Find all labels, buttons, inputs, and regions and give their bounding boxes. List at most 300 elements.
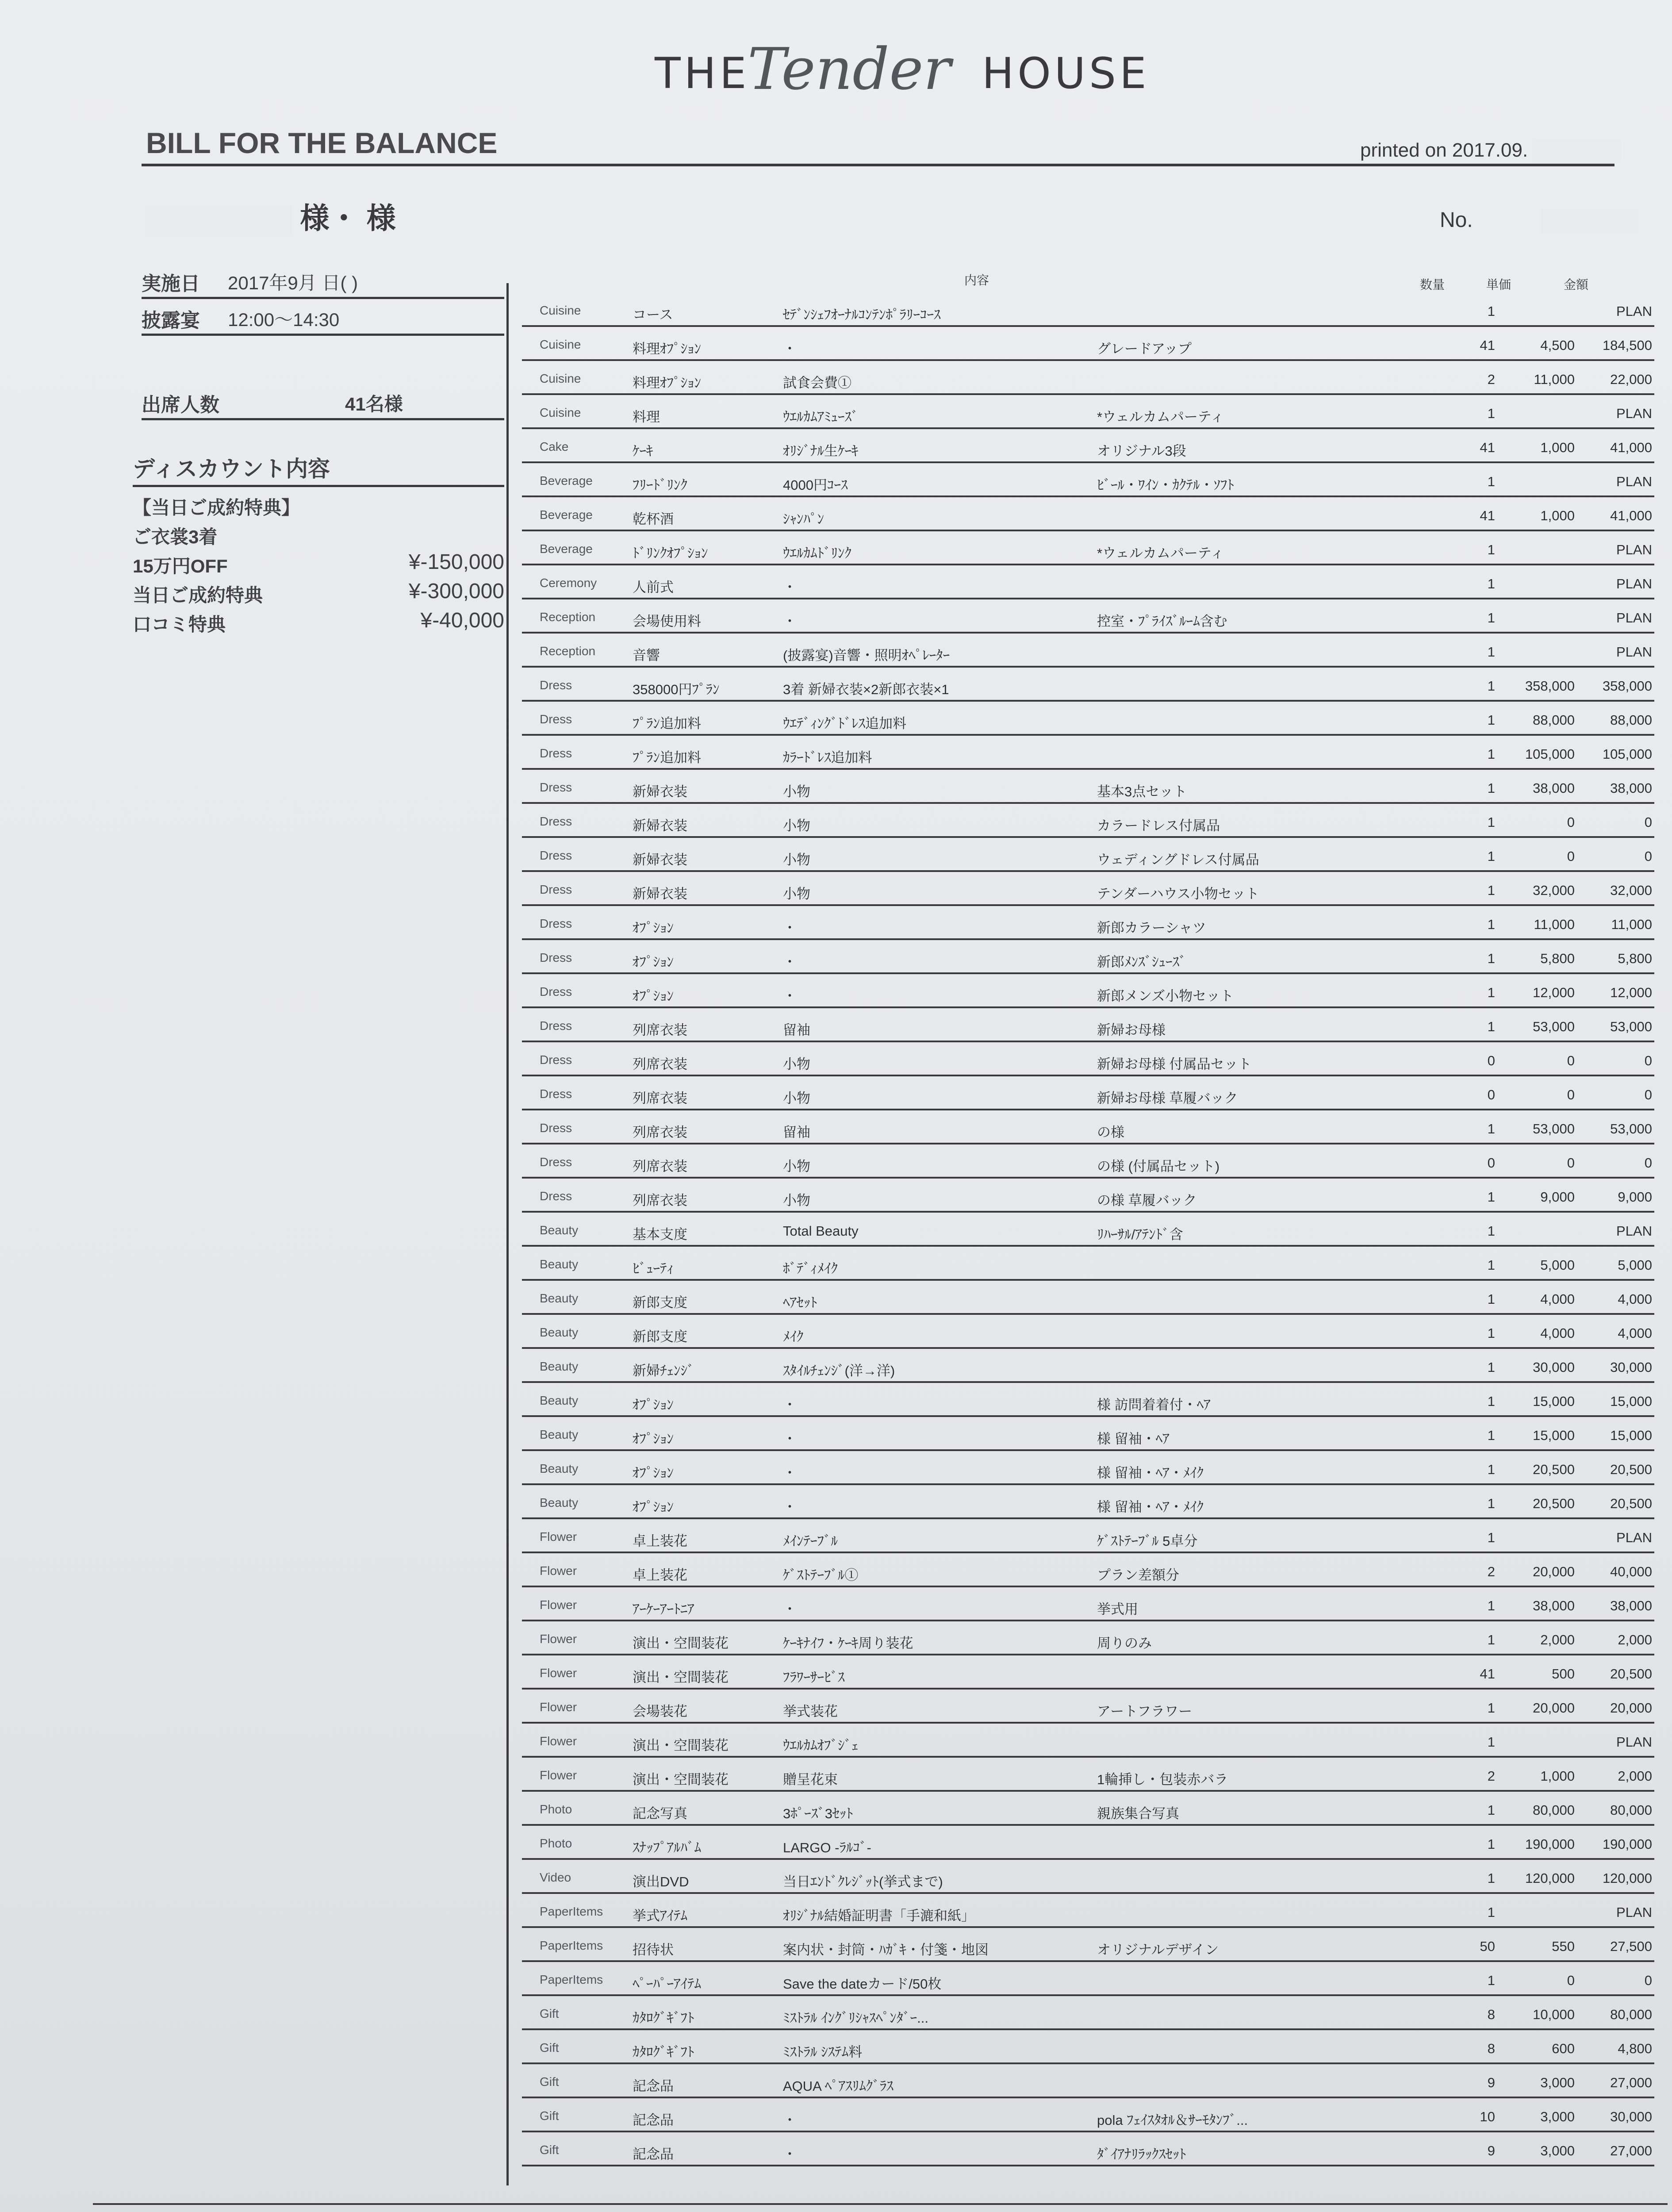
cell-amount: PLAN bbox=[1616, 576, 1652, 591]
cell-sub: ﾋﾞｭｰﾃｨ bbox=[633, 1261, 674, 1276]
cell-sub: 列席衣装 bbox=[633, 1125, 687, 1140]
cell-cat: Dress bbox=[540, 746, 572, 760]
cell-cat: Gift bbox=[540, 2075, 559, 2089]
discount-name: 【当日ご成約特典】 bbox=[133, 497, 300, 518]
cell-amount: 105,000 bbox=[1602, 746, 1652, 762]
cell-note: オリジナル3段 bbox=[1097, 443, 1186, 459]
table-row bbox=[522, 1553, 1654, 1587]
header-qty: 数量 bbox=[1420, 278, 1445, 292]
cell-amount: 20,500 bbox=[1610, 1496, 1652, 1511]
cell-item: ﾌﾗﾜｰｻｰﾋﾞｽ bbox=[783, 1670, 845, 1685]
cell-unit: 80,000 bbox=[1533, 1802, 1575, 1818]
table-row bbox=[522, 702, 1654, 736]
cell-qty: 41 bbox=[1480, 338, 1495, 353]
cell-sub: 列席衣装 bbox=[633, 1193, 687, 1208]
cell-qty: 2 bbox=[1487, 1564, 1495, 1579]
cell-unit: 4,000 bbox=[1540, 1291, 1575, 1307]
cell-sub: ｽﾅｯﾌﾟｱﾙﾊﾞﾑ bbox=[633, 1840, 701, 1855]
cell-item: Total Beauty bbox=[783, 1223, 859, 1239]
cell-item: ・ bbox=[783, 341, 797, 357]
cell-cat: Cuisine bbox=[540, 372, 581, 385]
cell-qty: 1 bbox=[1487, 474, 1495, 489]
cell-sub: 新婦衣装 bbox=[633, 852, 687, 868]
cell-cat: Flower bbox=[540, 1564, 577, 1578]
cell-amount: 15,000 bbox=[1610, 1428, 1652, 1443]
cell-unit: 15,000 bbox=[1533, 1394, 1575, 1409]
cell-unit: 20,000 bbox=[1533, 1564, 1575, 1579]
cell-qty: 1 bbox=[1487, 1428, 1495, 1443]
cell-amount: 5,000 bbox=[1618, 1257, 1652, 1273]
cell-qty: 41 bbox=[1480, 1666, 1495, 1682]
cell-sub: 新婦ﾁｪﾝｼﾞ bbox=[633, 1363, 694, 1379]
cell-sub: 乾杯酒 bbox=[633, 511, 674, 527]
cell-unit: 0 bbox=[1567, 1155, 1575, 1171]
cell-sub: 人前式 bbox=[633, 580, 674, 595]
table-row bbox=[522, 1758, 1654, 1792]
cell-unit: 38,000 bbox=[1533, 1598, 1575, 1613]
cell-item: 案内状・封筒・ﾊｶﾞｷ・付箋・地図 bbox=[783, 1942, 989, 1958]
cell-qty: 1 bbox=[1487, 1530, 1495, 1545]
cell-sub: ｶﾀﾛｸﾞｷﾞﾌﾄ bbox=[633, 2044, 694, 2060]
cell-sub: 会場使用料 bbox=[633, 614, 701, 629]
cell-amount: 120,000 bbox=[1602, 1870, 1652, 1886]
table-row bbox=[522, 565, 1654, 599]
cell-amount: 20,500 bbox=[1610, 1666, 1652, 1682]
cell-item: ・ bbox=[783, 614, 797, 629]
cell-qty: 1 bbox=[1487, 542, 1495, 557]
cell-amount: PLAN bbox=[1616, 303, 1652, 319]
table-row bbox=[522, 531, 1654, 565]
cell-qty: 1 bbox=[1487, 1802, 1495, 1818]
cell-amount: 4,800 bbox=[1618, 2041, 1652, 2056]
table-row bbox=[522, 1349, 1654, 1383]
cell-item: ｳｴﾙｶﾑｱﾐｭｰｽﾞ bbox=[783, 409, 859, 425]
cell-qty: 1 bbox=[1487, 1905, 1495, 1920]
table-row bbox=[522, 1383, 1654, 1417]
cell-amount: 2,000 bbox=[1618, 1768, 1652, 1784]
cell-unit: 53,000 bbox=[1533, 1019, 1575, 1034]
cell-cat: Gift bbox=[540, 2109, 559, 2123]
cell-note: プラン差額分 bbox=[1097, 1567, 1179, 1583]
cell-sub: ｵﾌﾟｼｮﾝ bbox=[633, 1397, 674, 1413]
cell-unit: 11,000 bbox=[1534, 917, 1575, 932]
table-row bbox=[522, 1724, 1654, 1758]
banquet-label: 披露宴 bbox=[142, 310, 200, 331]
table-row bbox=[522, 1281, 1654, 1315]
table-row bbox=[522, 1076, 1654, 1110]
cell-qty: 1 bbox=[1487, 576, 1495, 591]
redaction-box bbox=[1533, 139, 1622, 163]
cell-note: 挙式用 bbox=[1097, 1601, 1138, 1617]
table-header bbox=[522, 265, 1654, 293]
cell-cat: Dress bbox=[540, 849, 572, 862]
cell-sub: ｹｰｷ bbox=[633, 443, 653, 459]
cell-sub: 新婦衣装 bbox=[633, 818, 687, 833]
cell-cat: Beauty bbox=[540, 1394, 579, 1407]
cell-qty: 8 bbox=[1487, 2041, 1495, 2056]
cell-unit: 12,000 bbox=[1533, 985, 1575, 1000]
printed-date bbox=[1360, 139, 1622, 163]
cell-cat: Dress bbox=[540, 917, 572, 930]
table-row bbox=[522, 1315, 1654, 1349]
cell-item: Save the dateカード/50枚 bbox=[783, 1976, 942, 1992]
cell-note: ﾀﾞｲｱﾅﾘﾗｯｸｽｾｯﾄ bbox=[1097, 2147, 1186, 2162]
cell-cat: Dress bbox=[540, 985, 572, 998]
cell-note: ﾘﾊｰｻﾙ/ｱﾃﾝﾄﾞ含 bbox=[1097, 1227, 1183, 1242]
cell-item: 小物 bbox=[783, 886, 810, 902]
cell-cat: Flower bbox=[540, 1530, 577, 1544]
table-row bbox=[522, 1485, 1654, 1519]
cell-item: ・ bbox=[783, 920, 797, 936]
cell-sub: 音響 bbox=[633, 648, 660, 663]
table-row bbox=[522, 1792, 1654, 1826]
cell-item: ﾐｽﾄﾗﾙ ｼｽﾃﾑ料 bbox=[783, 2044, 863, 2060]
cell-amount: 358,000 bbox=[1602, 678, 1652, 694]
cell-item: ｳｴﾙｶﾑｵﾌﾞｼﾞｪ bbox=[783, 1738, 859, 1753]
cell-unit: 53,000 bbox=[1533, 1121, 1575, 1137]
cell-note: アートフラワー bbox=[1097, 1704, 1193, 1719]
cell-amount: 12,000 bbox=[1610, 985, 1652, 1000]
cell-sub: ｵﾌﾟｼｮﾝ bbox=[633, 1431, 674, 1447]
table-row bbox=[522, 1690, 1654, 1724]
cell-amount: 30,000 bbox=[1610, 1359, 1652, 1375]
discount-amount: ¥-150,000 bbox=[408, 550, 504, 574]
table-row bbox=[522, 1451, 1654, 1485]
cell-unit: 190,000 bbox=[1525, 1836, 1575, 1852]
cell-amount: 53,000 bbox=[1610, 1121, 1652, 1137]
cell-qty: 1 bbox=[1487, 780, 1495, 796]
cell-cat: Cuisine bbox=[540, 338, 581, 351]
cell-sub: コース bbox=[633, 307, 673, 323]
cell-note: 新郎メンズ小物セット bbox=[1097, 988, 1234, 1004]
cell-item: ｳｴﾙｶﾑﾄﾞﾘﾝｸ bbox=[783, 545, 851, 561]
cell-qty: 1 bbox=[1487, 1394, 1495, 1409]
cell-note: 様 留袖・ﾍｱ・ﾒｲｸ bbox=[1097, 1499, 1204, 1515]
cell-qty: 1 bbox=[1487, 917, 1495, 932]
cell-qty: 1 bbox=[1487, 1189, 1495, 1205]
cell-qty: 0 bbox=[1487, 1155, 1495, 1171]
cell-cat: PaperItems bbox=[540, 1973, 603, 1986]
cell-cat: Dress bbox=[540, 1189, 572, 1203]
cell-cat: Cake bbox=[540, 440, 569, 453]
cell-amount: PLAN bbox=[1616, 1223, 1652, 1239]
table-row bbox=[522, 2030, 1654, 2064]
cell-amount: 0 bbox=[1644, 1087, 1652, 1102]
cell-amount: 190,000 bbox=[1602, 1836, 1652, 1852]
table-row bbox=[522, 2064, 1654, 2098]
cell-amount: 30,000 bbox=[1610, 2109, 1652, 2124]
cell-amount: 184,500 bbox=[1602, 338, 1652, 353]
cell-sub: ﾌﾟﾗﾝ追加料 bbox=[633, 750, 701, 765]
cell-qty: 1 bbox=[1487, 1598, 1495, 1613]
table-row bbox=[522, 838, 1654, 872]
table-row bbox=[522, 1655, 1654, 1690]
discount-name: 当日ご成約特典 bbox=[133, 585, 263, 606]
cell-amount: 32,000 bbox=[1610, 883, 1652, 898]
cell-unit: 1,000 bbox=[1540, 1768, 1575, 1784]
cell-sub: 358000円ﾌﾟﾗﾝ bbox=[633, 682, 720, 697]
cell-unit: 4,000 bbox=[1540, 1325, 1575, 1341]
cell-qty: 1 bbox=[1487, 1836, 1495, 1852]
cell-cat: Video bbox=[540, 1870, 571, 1884]
cell-item: AQUA ﾍﾟｱｽﾘﾑｸﾞﾗｽ bbox=[783, 2078, 894, 2094]
event-date-label: 実施日 bbox=[142, 273, 200, 295]
cell-unit: 5,800 bbox=[1540, 951, 1575, 966]
logo-word-house: HOUSE bbox=[982, 49, 1150, 98]
cell-cat: Flower bbox=[540, 1700, 577, 1714]
cell-sub: 演出・空間装花 bbox=[633, 1636, 729, 1651]
cell-sub: 列席衣装 bbox=[633, 1056, 687, 1072]
cell-unit: 20,000 bbox=[1533, 1700, 1575, 1716]
cell-amount: 0 bbox=[1644, 1053, 1652, 1068]
table-row bbox=[522, 1110, 1654, 1144]
cell-qty: 1 bbox=[1487, 1223, 1495, 1239]
table-row bbox=[522, 1519, 1654, 1553]
cell-sub: 新郎支度 bbox=[633, 1329, 687, 1344]
cell-amount: 9,000 bbox=[1618, 1189, 1652, 1205]
cell-item: ｳｴﾃﾞｨﾝｸﾞﾄﾞﾚｽ追加料 bbox=[783, 716, 906, 731]
column-divider bbox=[506, 283, 509, 2185]
discount-heading: ディスカウント内容 bbox=[133, 457, 330, 481]
table-row bbox=[522, 599, 1654, 634]
cell-unit: 0 bbox=[1567, 1087, 1575, 1102]
discount-name: 口コミ特典 bbox=[133, 614, 226, 635]
cell-qty: 1 bbox=[1487, 1121, 1495, 1137]
cell-cat: Dress bbox=[540, 1121, 572, 1135]
cell-sub: 新婦衣装 bbox=[633, 784, 687, 799]
brand-logo bbox=[655, 35, 1150, 128]
cell-amount: 15,000 bbox=[1610, 1394, 1652, 1409]
cell-amount: 20,000 bbox=[1610, 1700, 1652, 1716]
cell-note: ｹﾞｽﾄﾃｰﾌﾞﾙ 5卓分 bbox=[1097, 1533, 1198, 1549]
cell-amount: 80,000 bbox=[1610, 1802, 1652, 1818]
table-row bbox=[522, 1860, 1654, 1894]
cell-qty: 1 bbox=[1487, 985, 1495, 1000]
cell-item: ・ bbox=[783, 954, 797, 970]
cell-cat: Flower bbox=[540, 1598, 577, 1612]
cell-qty: 50 bbox=[1480, 1939, 1495, 1954]
cell-sub: 列席衣装 bbox=[633, 1159, 687, 1174]
cell-amount: PLAN bbox=[1616, 1905, 1652, 1920]
cell-sub: ﾌﾟﾗﾝ追加料 bbox=[633, 716, 701, 731]
header-unit-price: 単価 bbox=[1486, 278, 1511, 292]
cell-qty: 1 bbox=[1487, 1462, 1495, 1477]
table-row bbox=[522, 395, 1654, 429]
cell-sub: 卓上装花 bbox=[633, 1533, 687, 1549]
cell-amount: 0 bbox=[1644, 849, 1652, 864]
cell-note: 様 留袖・ﾍｱ bbox=[1097, 1431, 1170, 1447]
cell-cat: Reception bbox=[540, 644, 596, 658]
cell-item: ｼｬﾝﾊﾟﾝ bbox=[783, 511, 824, 527]
cell-qty: 1 bbox=[1487, 303, 1495, 319]
cell-item: 贈呈花束 bbox=[783, 1772, 838, 1787]
discount-amount: ¥-40,000 bbox=[420, 609, 504, 632]
cell-cat: Beauty bbox=[540, 1291, 579, 1305]
cell-cat: Dress bbox=[540, 712, 572, 726]
cell-qty: 1 bbox=[1487, 1019, 1495, 1034]
discount-section bbox=[133, 451, 504, 637]
table-row bbox=[522, 1179, 1654, 1213]
cell-item: 小物 bbox=[783, 1091, 810, 1106]
cell-qty: 1 bbox=[1487, 406, 1495, 421]
cell-unit: 20,500 bbox=[1533, 1496, 1575, 1511]
cell-cat: Beauty bbox=[540, 1462, 579, 1475]
cell-amount: 40,000 bbox=[1610, 1564, 1652, 1579]
cell-qty: 1 bbox=[1487, 1257, 1495, 1273]
table-row bbox=[522, 429, 1654, 463]
cell-amount: PLAN bbox=[1616, 474, 1652, 489]
cell-item: ・ bbox=[783, 580, 797, 595]
cell-item: 小物 bbox=[783, 818, 810, 833]
cell-sub: 新郎支度 bbox=[633, 1295, 687, 1310]
cell-sub: 演出・空間装花 bbox=[633, 1738, 729, 1753]
guest-count-label: 出席人数 bbox=[142, 394, 219, 416]
cell-sub: 新婦衣装 bbox=[633, 886, 687, 902]
redaction-box bbox=[1541, 208, 1638, 234]
cell-cat: Beauty bbox=[540, 1257, 579, 1271]
cell-cat: Dress bbox=[540, 678, 572, 692]
cell-amount: 0 bbox=[1644, 814, 1652, 830]
cell-amount: 0 bbox=[1644, 1155, 1652, 1171]
discount-line bbox=[133, 491, 504, 520]
cell-note: 様 留袖・ﾍｱ・ﾒｲｸ bbox=[1097, 1465, 1204, 1481]
cell-sub: ｶﾀﾛｸﾞｷﾞﾌﾄ bbox=[633, 2010, 694, 2026]
cell-cat: Dress bbox=[540, 883, 572, 896]
cell-note: 1輪挿し・包装赤バラ bbox=[1097, 1772, 1228, 1787]
cell-sub: 記念写真 bbox=[633, 1806, 687, 1821]
cell-cat: PaperItems bbox=[540, 1939, 603, 1952]
cell-qty: 1 bbox=[1487, 814, 1495, 830]
cell-note: 親族集合写真 bbox=[1097, 1806, 1179, 1821]
cell-amount: PLAN bbox=[1616, 406, 1652, 421]
cell-sub: 列席衣装 bbox=[633, 1022, 687, 1038]
cell-unit: 15,000 bbox=[1533, 1428, 1575, 1443]
table-row bbox=[522, 906, 1654, 940]
cell-amount: PLAN bbox=[1616, 1530, 1652, 1545]
cell-sub: ﾍﾟｰﾊﾟｰｱｲﾃﾑ bbox=[633, 1976, 701, 1992]
cell-amount: 38,000 bbox=[1610, 1598, 1652, 1613]
cell-sub: 基本支度 bbox=[633, 1227, 687, 1242]
cell-sub: ｵﾌﾟｼｮﾝ bbox=[633, 920, 674, 936]
cell-amount: 5,800 bbox=[1618, 951, 1652, 966]
cell-unit: 1,000 bbox=[1540, 440, 1575, 455]
cell-item: 試食会費① bbox=[783, 375, 851, 391]
table-row bbox=[522, 1247, 1654, 1281]
cell-sub: 料理ｵﾌﾟｼｮﾝ bbox=[633, 341, 701, 357]
cell-unit: 9,000 bbox=[1540, 1189, 1575, 1205]
cell-amount: PLAN bbox=[1616, 542, 1652, 557]
cell-unit: 105,000 bbox=[1525, 746, 1575, 762]
summary-divider bbox=[142, 297, 504, 299]
discount-name: 15万円OFF bbox=[133, 556, 228, 576]
table-row bbox=[522, 1621, 1654, 1655]
cell-item: 小物 bbox=[783, 852, 810, 868]
cell-unit: 0 bbox=[1567, 1053, 1575, 1068]
cell-unit: 3,000 bbox=[1540, 2143, 1575, 2158]
cell-cat: Dress bbox=[540, 951, 572, 964]
cell-qty: 9 bbox=[1487, 2143, 1495, 2158]
table-row bbox=[522, 327, 1654, 361]
cell-qty: 1 bbox=[1487, 1359, 1495, 1375]
discount-list bbox=[133, 491, 504, 637]
cell-amount: 88,000 bbox=[1610, 712, 1652, 728]
table-row bbox=[522, 1144, 1654, 1179]
cell-note: カラードレス付属品 bbox=[1097, 818, 1220, 833]
table-row bbox=[522, 940, 1654, 974]
cell-item: ・ bbox=[783, 1397, 797, 1413]
cell-sub: 記念品 bbox=[633, 2147, 674, 2162]
cell-item: ・ bbox=[783, 1499, 797, 1515]
cell-cat: Photo bbox=[540, 1802, 572, 1816]
cell-cat: Beauty bbox=[540, 1325, 579, 1339]
cell-amount: 4,000 bbox=[1618, 1325, 1652, 1341]
cell-item: ・ bbox=[783, 1601, 797, 1617]
cell-cat: Dress bbox=[540, 1053, 572, 1067]
cell-note: 新婦お母様 付属品セット bbox=[1097, 1056, 1252, 1072]
cell-item: ｵﾘｼﾞﾅﾙ結婚証明書「手漉和紙」 bbox=[783, 1908, 975, 1924]
event-date-value: 2017年9月 日( ) bbox=[228, 273, 358, 293]
table-row bbox=[522, 1587, 1654, 1621]
cell-sub: 記念品 bbox=[633, 2078, 674, 2094]
cell-item: ｹﾞｽﾄﾃｰﾌﾞﾙ① bbox=[783, 1567, 859, 1583]
table-row bbox=[522, 1008, 1654, 1042]
cell-cat: Beauty bbox=[540, 1496, 579, 1509]
cell-amount: 41,000 bbox=[1610, 508, 1652, 523]
cell-sub: 列席衣装 bbox=[633, 1091, 687, 1106]
cell-item: 小物 bbox=[783, 1159, 810, 1174]
table-row bbox=[522, 1417, 1654, 1451]
cell-sub: ﾌﾘｰﾄﾞﾘﾝｸ bbox=[633, 477, 687, 493]
customer-names bbox=[146, 195, 396, 237]
cell-sub: 料理 bbox=[633, 409, 660, 425]
discount-divider bbox=[133, 485, 504, 487]
cell-amount: 2,000 bbox=[1618, 1632, 1652, 1647]
cell-sub: 招待状 bbox=[633, 1942, 674, 1958]
cell-item: 留袖 bbox=[783, 1022, 810, 1038]
cell-note: 新婦お母様 草履バック bbox=[1097, 1091, 1238, 1106]
table-row bbox=[522, 2098, 1654, 2132]
cell-item: 4000円ｺｰｽ bbox=[783, 477, 848, 493]
table-row bbox=[522, 872, 1654, 906]
cell-cat: Beauty bbox=[540, 1359, 579, 1373]
cell-qty: 0 bbox=[1487, 1087, 1495, 1102]
cell-item: 挙式装花 bbox=[783, 1704, 838, 1719]
cell-note: テンダーハウス小物セット bbox=[1097, 886, 1259, 902]
cell-cat: Beauty bbox=[540, 1428, 579, 1441]
cell-item: ﾎﾞﾃﾞｨﾒｲｸ bbox=[783, 1261, 838, 1276]
cell-cat: Flower bbox=[540, 1666, 577, 1680]
cell-item: 留袖 bbox=[783, 1125, 810, 1140]
discount-amount: ¥-300,000 bbox=[408, 580, 504, 603]
table-row bbox=[522, 1996, 1654, 2030]
cell-sub: 演出・空間装花 bbox=[633, 1670, 729, 1685]
line-items-table bbox=[522, 265, 1654, 2166]
cell-qty: 41 bbox=[1480, 440, 1495, 455]
cell-item: ｽﾀｲﾙﾁｪﾝｼﾞ(洋→洋) bbox=[783, 1363, 895, 1379]
cell-amount: PLAN bbox=[1616, 1734, 1652, 1750]
customer-honorific: 様・ 様 bbox=[300, 202, 396, 234]
cell-cat: Photo bbox=[540, 1836, 572, 1850]
cell-item: ・ bbox=[783, 1465, 797, 1481]
table-row bbox=[522, 1213, 1654, 1247]
cell-note: の様 bbox=[1097, 1125, 1124, 1140]
printed-date-text: printed on 2017.09. bbox=[1360, 139, 1528, 161]
cell-qty: 1 bbox=[1487, 678, 1495, 694]
cell-qty: 9 bbox=[1487, 2075, 1495, 2090]
company-footer bbox=[270, 2208, 1257, 2212]
cell-amount: 27,000 bbox=[1610, 2143, 1652, 2158]
cell-cat: Beverage bbox=[540, 508, 593, 522]
